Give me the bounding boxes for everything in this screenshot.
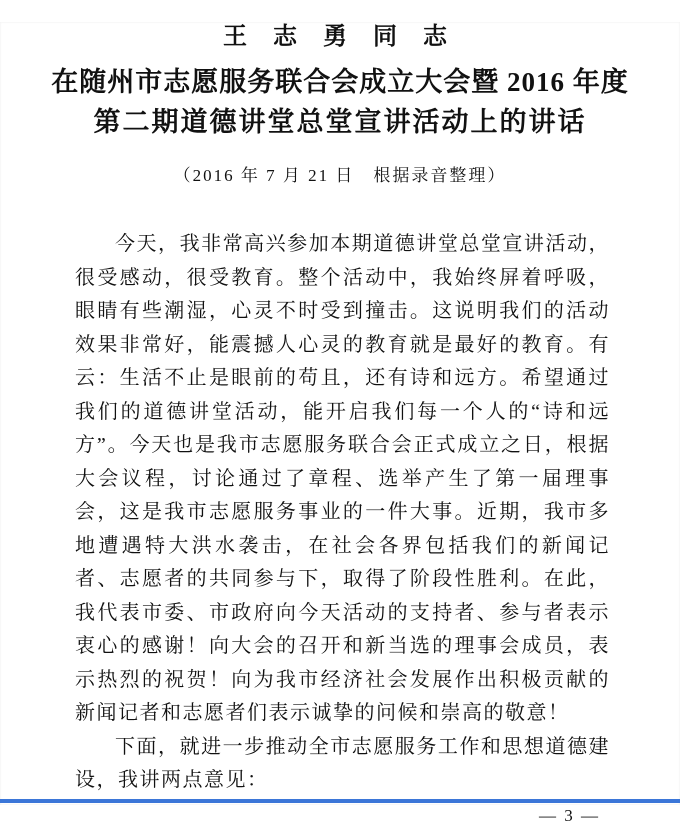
- page-number: — 3 —: [539, 805, 600, 825]
- body-paragraph-2: 下面，就进一步推动全市志愿服务工作和思想道德建设，我讲两点意见：: [75, 735, 610, 791]
- window-edge-accent-bar: [0, 799, 680, 803]
- document-title-line2: 在随州市志愿服务联合会成立大会暨 2016 年度: [51, 67, 629, 97]
- document-body: [75, 228, 610, 798]
- document-title-author: 王 志 勇 同 志: [223, 24, 457, 50]
- document-dateline: （2016 年 7 月 21 日 根据录音整理）: [173, 166, 507, 185]
- body-paragraph-1: 今天，我非常高兴参加本期道德讲堂总堂宣讲活动，很受感动，很受教育。整个活动中，我始终屏着呼吸，眼睛有些潮湿，心灵不时受到撞击。这说明我们的活动效果非常好，能震撼人心灵的教育就是最好的教育。有云：生活不止是眼前的苟且，还有诗和远方。希望通过我们的道德讲堂活动，能开启我们每一个人的“诗和远方”。今天也是我市志愿服务联合会正式成立之日，根据大会议程，讨论通过了章程、选举产生了第一届理事会，这是我市志愿服务事业的一件大事。近期，我市多地遭遇特大洪水袭击，在社会各界包括我们的新闻记者、志愿者的共同参与下，取得了阶段性胜利。在此，我代表市委、市政府向今天活动的支持者、参与者表示衷心的感谢！向大会的召开和新当选的理事会成员，表示热烈的祝贺！向为我市经济社会发展作出积极贡献的新闻记者和志愿者们表示诚挚的问候和崇高的敬意！: [75, 233, 610, 724]
- document-title-line3: 第二期道德讲堂总堂宣讲活动上的讲话: [93, 107, 587, 137]
- document-page: [0, 22, 680, 825]
